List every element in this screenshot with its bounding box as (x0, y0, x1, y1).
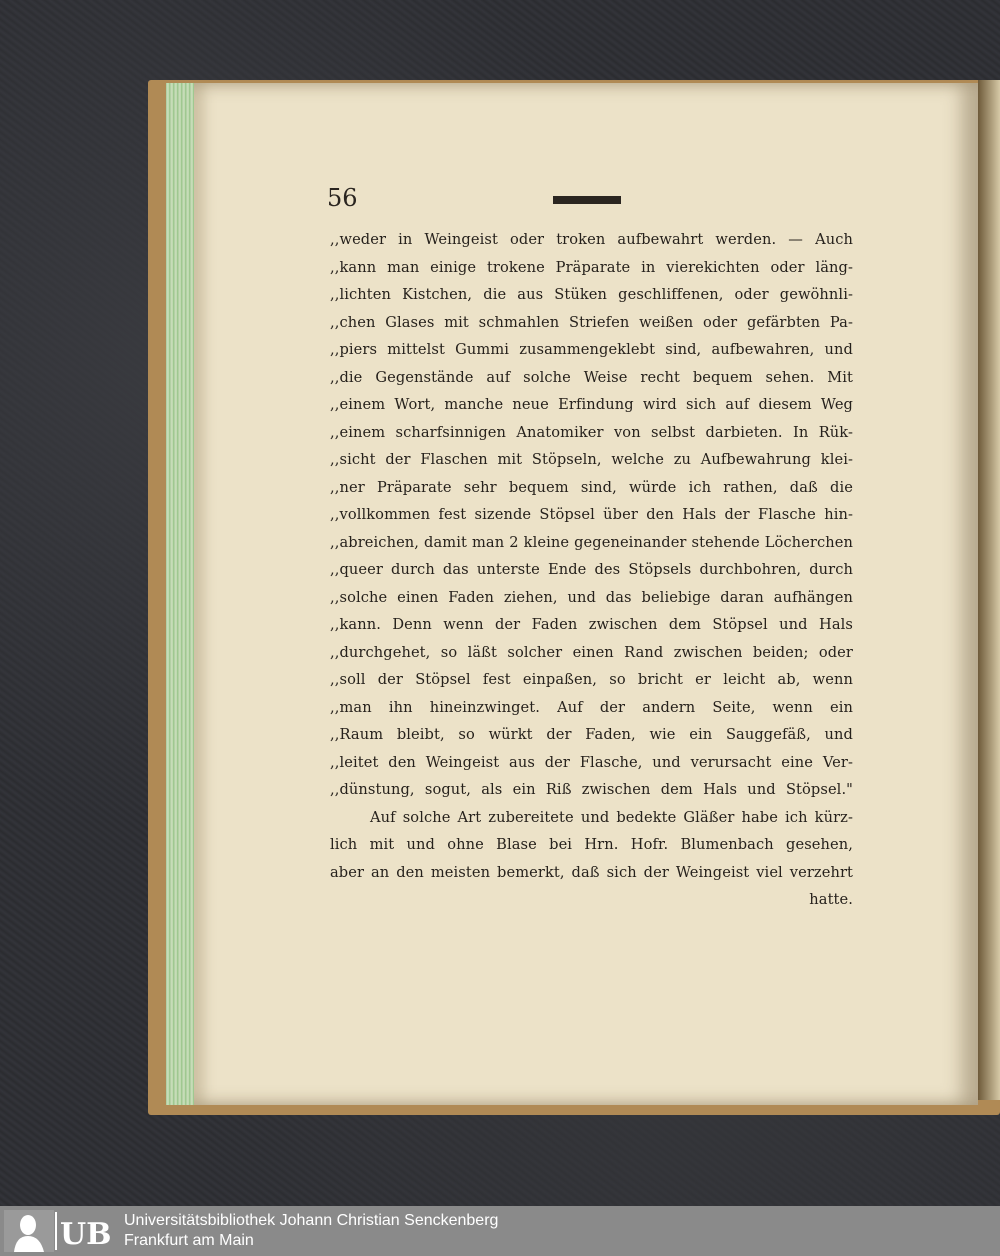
text-line: ,,solche einen Faden ziehen, und das beliebige daran aufhängen (330, 588, 853, 606)
text-line: ,,piers mittelst Gummi zusammengeklebt sind, aufbewahren, und (330, 341, 853, 358)
text-line: ,,lichten Kistchen, die aus Stüken geschliffenen, oder gewöhnli- (330, 286, 853, 303)
page-text (330, 226, 853, 914)
text-line: hatte. (809, 891, 853, 908)
text-line: ,,einem Wort, manche neue Erfindung wird sich auf diesem Weg (330, 396, 853, 413)
text-line: aber an den meisten bemerkt, daß sich der Weingeist viel verzehrt (330, 863, 853, 881)
text-line: ,,leitet den Weingeist aus der Flasche, und verursacht eine Ver- (330, 753, 853, 771)
text-line: ,,dünstung, sogut, als ein Riß zwischen dem Hals und Stöpsel." (330, 781, 853, 798)
library-name-line1: Universitätsbibliothek Johann Christian Senckenberg (124, 1212, 499, 1229)
text-line: ,,die Gegenstände auf solche Weise recht bequem sehen. Mit (330, 368, 853, 386)
text-line: ,,sicht der Flaschen mit Stöpseln, welche zu Aufbewahrung klei- (330, 451, 853, 468)
facing-page-edge (978, 80, 1000, 1100)
text-line: ,,kann man einige trokene Präparate in vierekichten oder läng- (330, 258, 853, 276)
library-name (124, 1211, 498, 1251)
text-line: ,,chen Glases mit schmahlen Striefen weißen oder gefärbten Pa- (330, 313, 853, 331)
text-line: ,,weder in Weingeist oder troken aufbewahrt werden. — Auch (330, 231, 853, 248)
text-line: ,,vollkommen fest sizende Stöpsel über den Hals der Flasche hin- (330, 506, 853, 523)
text-line: ,,einem scharfsinnigen Anatomiker von selbst darbieten. In Rük- (330, 423, 853, 441)
text-line: ,,soll der Stöpsel fest einpaßen, so bricht er leicht ab, wenn (330, 671, 853, 688)
header-rule (553, 196, 621, 200)
text-line: ,,kann. Denn wenn der Faden zwischen dem Stöpsel und Hals (330, 616, 853, 633)
text-line: ,,durchgehet, so läßt solcher einen Rand zwischen beiden; oder (330, 643, 853, 661)
text-line: ,,abreichen, damit man 2 kleine gegeneinander stehende Löcherchen (330, 533, 853, 551)
text-line: ,,ner Präparate sehr bequem sind, würde ich rathen, daß die (330, 478, 853, 496)
page-number: 56 (327, 184, 358, 212)
text-line: lich mit und ohne Blase bei Hrn. Hofr. Blumenbach gesehen, (330, 836, 853, 853)
library-logo[interactable] (4, 1210, 116, 1252)
portrait-head-icon (20, 1215, 36, 1235)
text-line: ,,Raum bleibt, so würkt der Faden, wie ein Sauggefäß, und (330, 726, 853, 743)
library-name-line2: Frankfurt am Main (124, 1232, 254, 1249)
logo-text: UB (60, 1217, 112, 1252)
text-line: Auf solche Art zubereitete und bedekte Gläßer habe ich kürz- (370, 808, 853, 826)
text-line: ,,man ihn hineinzwinget. Auf der andern Seite, wenn ein (330, 698, 853, 716)
text-line: ,,queer durch das unterste Ende des Stöpsels durchbohren, durch (330, 561, 853, 578)
